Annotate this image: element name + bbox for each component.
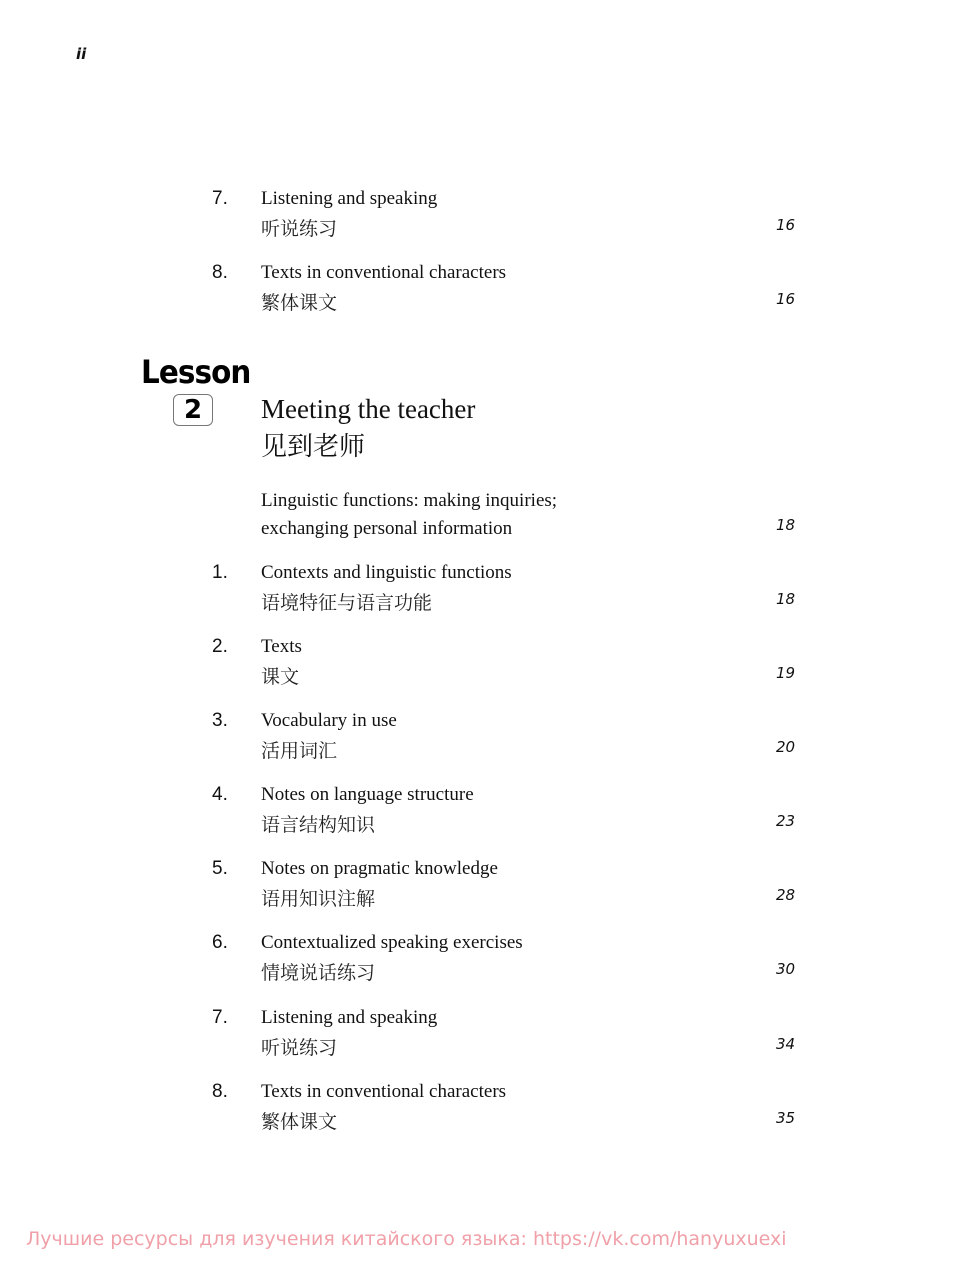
entry-number: 6. <box>212 932 228 953</box>
entry-page: 16 <box>776 290 796 308</box>
linguistic-functions-page: 18 <box>776 516 796 534</box>
entry-title-zh: 课文 <box>261 666 300 688</box>
entry-title-en: Texts <box>261 636 302 657</box>
entry-page: 18 <box>776 590 796 608</box>
entry-number: 8. <box>212 1081 228 1102</box>
entry-title-en: Notes on pragmatic knowledge <box>261 858 498 879</box>
entry-page: 19 <box>776 664 796 682</box>
entry-title-en: Contexts and linguistic functions <box>261 562 512 583</box>
entry-title-en: Contextualized speaking exercises <box>261 932 523 953</box>
entry-page: 23 <box>776 812 796 830</box>
lesson-title-en[interactable]: Meeting the teacher <box>261 394 476 424</box>
entry-number: 8. <box>212 262 228 283</box>
entry-title-zh: 语境特征与语言功能 <box>261 592 433 614</box>
entry-page: 28 <box>776 886 796 904</box>
entry-title-zh: 听说练习 <box>261 1037 338 1059</box>
entry-page: 35 <box>776 1109 796 1127</box>
page-number: ii <box>76 45 87 63</box>
entry-title-en: Notes on language structure <box>261 784 474 805</box>
entry-title-zh: 听说练习 <box>261 218 338 240</box>
lesson-label: Lesson <box>141 353 251 391</box>
linguistic-functions[interactable] <box>261 487 557 543</box>
entry-title-en: Texts in conventional characters <box>261 1081 507 1102</box>
linguistic-functions-line2: exchanging personal information <box>261 518 513 539</box>
entry-page: 30 <box>776 960 796 978</box>
entry-title-en: Listening and speaking <box>261 188 438 209</box>
entry-title-zh: 语言结构知识 <box>261 814 376 836</box>
entry-title-zh: 繁体课文 <box>261 292 338 314</box>
entry-page: 34 <box>776 1035 796 1053</box>
lesson-title-zh: 见到老师 <box>261 432 366 462</box>
entry-number: 4. <box>212 784 228 805</box>
entry-title-en: Listening and speaking <box>261 1007 438 1028</box>
entry-title-en: Vocabulary in use <box>261 710 397 731</box>
entry-title-zh: 繁体课文 <box>261 1111 338 1133</box>
entry-number: 3. <box>212 710 228 731</box>
entry-title-zh: 语用知识注解 <box>261 888 376 910</box>
entry-page: 16 <box>776 216 796 234</box>
entry-number: 1. <box>212 562 228 583</box>
entry-number: 2. <box>212 636 228 657</box>
entry-title-en: Texts in conventional characters <box>261 262 507 283</box>
entry-number: 7. <box>212 1007 228 1028</box>
entry-title-zh: 情境说话练习 <box>261 962 376 984</box>
entry-page: 20 <box>776 738 796 756</box>
lesson-number-badge: 2 <box>173 394 213 426</box>
entry-number: 7. <box>212 188 228 209</box>
watermark-link[interactable]: Лучшие ресурсы для изучения китайского языка: https://vk.com/hanyuxuexi <box>26 1228 787 1250</box>
linguistic-functions-line1: Linguistic functions: making inquiries; <box>261 490 558 511</box>
entry-title-zh: 活用词汇 <box>261 740 338 762</box>
entry-number: 5. <box>212 858 228 879</box>
